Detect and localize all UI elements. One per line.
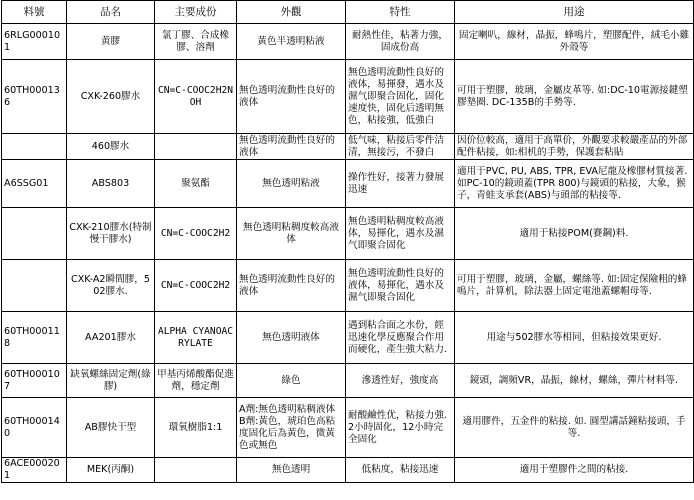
cell-name: AB膠快干型 <box>67 398 155 458</box>
cell-ingredient: 氯丁膠、合成橡膠、溶劑 <box>155 24 237 60</box>
cell-usage: 適用于PVC, PU, ABS, TPR, EVA尼龍及橡膠材質接著. 如PC-10的鏡頭蓋(TPR 800)与鏡頭的粘接，大象，猴子，青蛙支承套(ABS)与頭部的粘接等. <box>455 160 694 208</box>
cell-appearance: 無色透明液体 <box>237 312 346 364</box>
cell-property: 滲透性好，強度高 <box>346 364 455 398</box>
cell-property: 低气味，粘接后零件洁清，無接污，不發白 <box>346 134 455 160</box>
table-row <box>2 134 694 160</box>
cell-name: CXK-A2瞬間膠，502膠水. <box>67 260 155 312</box>
cell-property: 無色透明粘稠度較高液体，易揮化，遇水及濕气即聚合固化 <box>346 208 455 260</box>
header-main-ingredient: 主要成份 <box>155 1 237 24</box>
cell-name: CXK-210膠水(特制慢干膠水) <box>67 208 155 260</box>
cell-appearance: 綠色 <box>237 364 346 398</box>
cell-ingredient: CN=C-COOC2H2 <box>155 208 237 260</box>
cell-ingredient: 環氧樹脂1:1 <box>155 398 237 458</box>
cell-appearance: 無色透明流動性良好的液体 <box>237 60 346 134</box>
table-row <box>2 260 694 312</box>
cell-ingredient: 甲基丙烯酸酯促進劑，穩定劑 <box>155 364 237 398</box>
cell-usage: 適用膠件，五金件的粘接. 如. 圓型講話鐘粘接頭，手等. <box>455 398 694 458</box>
cell-code: A6SSG01 <box>2 160 67 208</box>
cell-appearance: 無色透明 <box>237 458 346 483</box>
table-row <box>2 60 694 134</box>
cell-code: 6RLG000101 <box>2 24 67 60</box>
cell-appearance: 無色透明粘液 <box>237 160 346 208</box>
cell-code: 60TH000107 <box>2 364 67 398</box>
cell-usage: 可用于塑膠，玻璃，金屬，螺絲等. 如:固定保險粗的蜂鳴片，計算机，除法器上固定電池蓋螺帽母等. <box>455 260 694 312</box>
cell-property: 遇到粘合面之水份，經迅速化學反應聚合作用而硬化，產生強大粘力. <box>346 312 455 364</box>
cell-appearance: 無色透明流動性良好的液体 <box>237 134 346 160</box>
cell-ingredient <box>155 458 237 483</box>
cell-code: 60TH000118 <box>2 312 67 364</box>
cell-usage: 適用于塑膠件之間的粘接. <box>455 458 694 483</box>
cell-usage: 可用于塑膠，玻璃，金屬皮革等. 如:DC-10電源接鍵塑膠墊圈. DC-135B的手勢等. <box>455 60 694 134</box>
header-property: 特性 <box>346 1 455 24</box>
cell-ingredient: CN=C-COOC2H2NOH <box>155 60 237 134</box>
cell-appearance: 黃色半透明粘液 <box>237 24 346 60</box>
cell-property: 低粘度，粘接迅速 <box>346 458 455 483</box>
header-appearance: 外觀 <box>237 1 346 24</box>
cell-appearance: A劑:無色透明粘稠液体 B劑:黃色，琥珀色高粘度固化后為黃色，微黃色或無色 <box>237 398 346 458</box>
table-row <box>2 160 694 208</box>
cell-property: 耐熱性佳，粘著力強，固成份高 <box>346 24 455 60</box>
cell-name: AA201膠水 <box>67 312 155 364</box>
cell-code: 60TH000140 <box>2 398 67 458</box>
cell-code: 6ACE000201 <box>2 458 67 483</box>
cell-ingredient <box>155 134 237 160</box>
cell-appearance: 無色透明粘稠度較高液体 <box>237 208 346 260</box>
cell-property: 無色透明流動性良好的液体，易揮發，遇水及濕气即聚合固化，固化速度快，固化后透明無色，粘接強，低強白 <box>346 60 455 134</box>
cell-usage: 固定喇叭，線材，晶振，蜂鳴片，塑膠配件，絨毛小雞外殼等 <box>455 24 694 60</box>
header-usage: 用途 <box>455 1 694 24</box>
cell-usage: 用途与502膠水等相同，但粘接效果更好. <box>455 312 694 364</box>
header-product-name: 品名 <box>67 1 155 24</box>
cell-name: 460膠水 <box>67 134 155 160</box>
table-row <box>2 458 694 483</box>
cell-usage: 因价位較高，適用于高單价，外觀要求較嚴產品的外部配件粘接，如:相机的手勢，保護套粘貼 <box>455 134 694 160</box>
cell-code <box>2 260 67 312</box>
header-row <box>2 1 694 24</box>
table-row <box>2 312 694 364</box>
cell-usage: 鏡頭，調頻VR，晶振，線材，螺絲，彈片材料等. <box>455 364 694 398</box>
cell-code <box>2 134 67 160</box>
cell-name: 黄膠 <box>67 24 155 60</box>
cell-ingredient: 聚氨酯 <box>155 160 237 208</box>
table-row <box>2 24 694 60</box>
cell-property: 耐酸鹼性优，粘接力強. 2小時固化，12小時完全固化 <box>346 398 455 458</box>
cell-property: 操作性好，接著力發展迅速 <box>346 160 455 208</box>
cell-name: 缺氧螺絲固定劑(綠膠) <box>67 364 155 398</box>
cell-name: ABS803 <box>67 160 155 208</box>
cell-code <box>2 208 67 260</box>
header-part-number: 料號 <box>2 1 67 24</box>
cell-property: 無色透明流動性良好的液体，易揮化，遇水及濕气即聚合固化 <box>346 260 455 312</box>
glue-spec-table <box>1 0 694 483</box>
cell-ingredient: CN=C-COOC2H2 <box>155 260 237 312</box>
cell-code: 60TH000136 <box>2 60 67 134</box>
cell-name: CXK-260膠水 <box>67 60 155 134</box>
cell-ingredient: ALPHA CYANOACRYLATE <box>155 312 237 364</box>
cell-appearance: 無色透明流動性良好的液体 <box>237 260 346 312</box>
table-row <box>2 398 694 458</box>
table-row <box>2 208 694 260</box>
cell-usage: 適用于粘接POM(賽鋼)料. <box>455 208 694 260</box>
cell-name: MEK(丙酮) <box>67 458 155 483</box>
table-row <box>2 364 694 398</box>
